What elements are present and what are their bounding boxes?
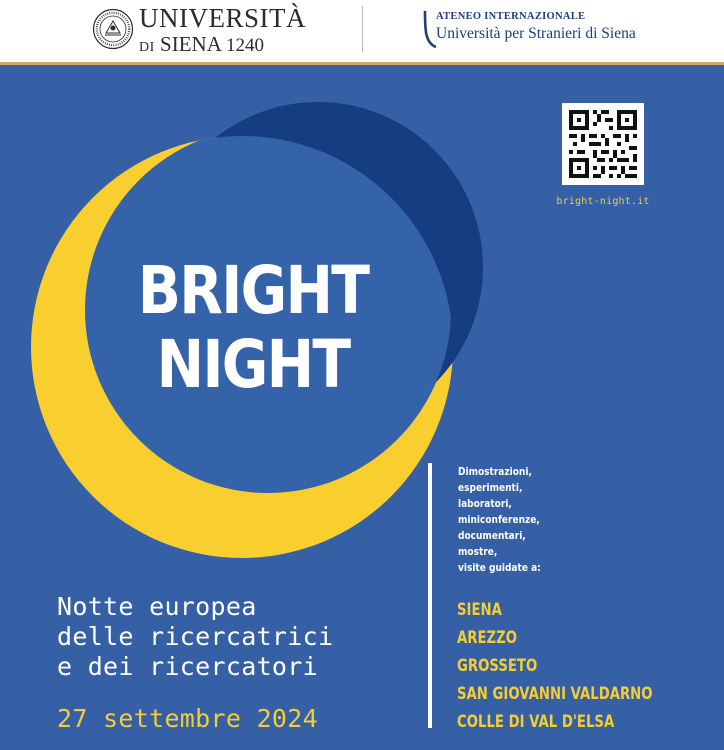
city-item: GROSSETO <box>457 656 538 676</box>
tagline-line-3: e dei ricercatori <box>57 652 318 681</box>
city-item: SIENA <box>457 600 502 620</box>
tagline-line-2: delle ricercatrici <box>57 622 334 651</box>
activities-list <box>458 464 541 576</box>
event-title <box>137 254 369 402</box>
city-item: COLLE DI VAL D'ELSA <box>457 712 615 732</box>
title-line-1: BRIGHT <box>137 252 369 329</box>
university-di: DI <box>139 40 155 55</box>
stranieri-kicker: ATENEO INTERNAZIONALE <box>436 11 586 22</box>
header <box>0 0 724 62</box>
university-city: SIENA <box>160 32 221 56</box>
activity-item: laboratori, <box>458 497 512 510</box>
university-year: 1240 <box>225 35 264 56</box>
university-city-line <box>139 33 264 59</box>
activity-item: Dimostrazioni, <box>458 465 532 478</box>
poster <box>0 65 724 750</box>
tagline-line-1: Notte europea <box>57 592 257 621</box>
activity-item: miniconferenze, <box>458 513 540 526</box>
vertical-divider <box>428 463 432 728</box>
title-line-2: NIGHT <box>156 326 350 403</box>
qr-code[interactable] <box>562 103 644 185</box>
university-name: UNIVERSITÀ <box>139 3 306 33</box>
activity-item: documentari, <box>458 529 526 542</box>
tagline <box>57 592 333 682</box>
qr-code-icon <box>569 110 637 178</box>
cities-list <box>457 596 653 736</box>
activity-item: mostre, <box>458 545 498 558</box>
activity-item: esperimenti, <box>458 481 523 494</box>
header-divider <box>362 6 363 52</box>
city-item: SAN GIOVANNI VALDARNO <box>457 684 653 704</box>
activity-item: visite guidate a: <box>458 561 541 574</box>
website-url[interactable]: bright-night.it <box>556 196 650 207</box>
event-date: 27 settembre 2024 <box>57 704 318 733</box>
stranieri-name: Università per Stranieri di Siena <box>436 25 636 42</box>
university-seal-icon <box>92 8 134 50</box>
city-item: AREZZO <box>457 628 518 648</box>
